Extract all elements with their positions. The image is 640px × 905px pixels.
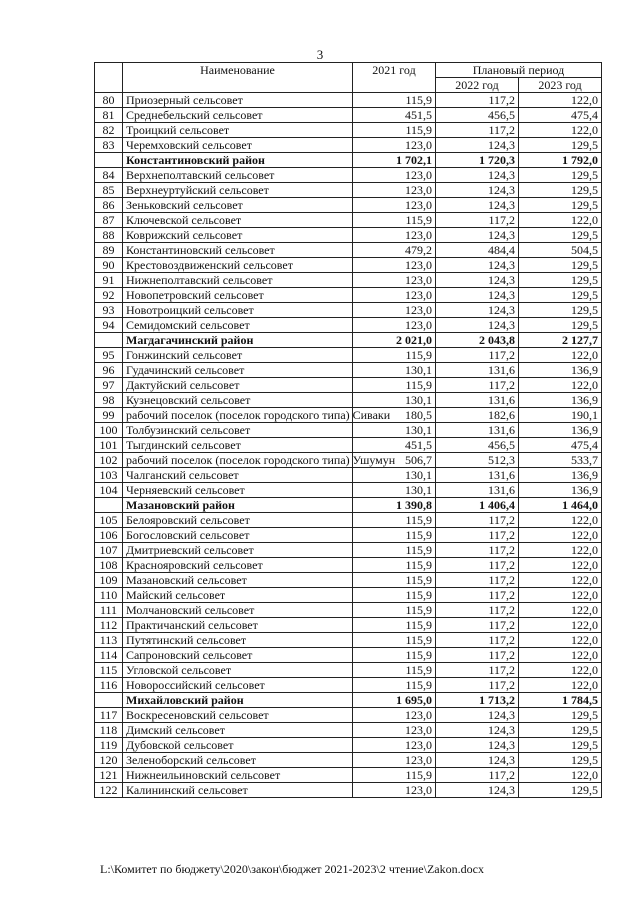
table-row (95, 543, 602, 558)
row-name: Троицкий сельсовет (123, 123, 353, 138)
value-2023: 122,0 (519, 588, 602, 603)
value-2022: 124,3 (436, 183, 519, 198)
row-number: 120 (95, 753, 123, 768)
value-2022: 131,6 (436, 363, 519, 378)
value-2022: 124,3 (436, 318, 519, 333)
value-2023: 129,5 (519, 303, 602, 318)
table-row (95, 528, 602, 543)
value-2023: 122,0 (519, 543, 602, 558)
value-2021: 115,9 (353, 528, 436, 543)
table-row (95, 348, 602, 363)
value-2022: 124,3 (436, 783, 519, 798)
row-number: 84 (95, 168, 123, 183)
value-2021: 115,9 (353, 123, 436, 138)
row-number: 103 (95, 468, 123, 483)
table-row (95, 198, 602, 213)
value-2023: 504,5 (519, 243, 602, 258)
page-number: 3 (316, 47, 324, 62)
row-number: 118 (95, 723, 123, 738)
row-number: 93 (95, 303, 123, 318)
budget-table (94, 62, 602, 798)
row-number: 85 (95, 183, 123, 198)
value-2021: 115,9 (353, 633, 436, 648)
value-2023: 136,9 (519, 393, 602, 408)
value-2023: 533,7 (519, 453, 602, 468)
row-number: 97 (95, 378, 123, 393)
row-name: Новопетровский сельсовет (123, 288, 353, 303)
row-name: рабочий поселок (поселок городского типа) Ушумун (123, 453, 353, 468)
value-2021: 115,9 (353, 663, 436, 678)
value-2022: 182,6 (436, 408, 519, 423)
row-name: Угловской сельсовет (123, 663, 353, 678)
table-row (95, 138, 602, 153)
row-name: Кузнецовский сельсовет (123, 393, 353, 408)
row-name: Калининский сельсовет (123, 783, 353, 798)
value-2022: 117,2 (436, 768, 519, 783)
value-2023: 1 784,5 (519, 693, 602, 708)
value-2023: 129,5 (519, 288, 602, 303)
value-2022: 1 720,3 (436, 153, 519, 168)
value-2022: 1 406,4 (436, 498, 519, 513)
row-name: Крестовоздвиженский сельсовет (123, 258, 353, 273)
row-name: Среднебельский сельсовет (123, 108, 353, 123)
row-name: Димский сельсовет (123, 723, 353, 738)
value-2022: 117,2 (436, 633, 519, 648)
value-2023: 122,0 (519, 213, 602, 228)
row-number: 113 (95, 633, 123, 648)
header-num-cell (95, 63, 123, 93)
row-name: Майский сельсовет (123, 588, 353, 603)
row-number: 92 (95, 288, 123, 303)
table-row (95, 783, 602, 798)
value-2021: 115,9 (353, 213, 436, 228)
value-2022: 124,3 (436, 258, 519, 273)
table-row (95, 648, 602, 663)
value-2021: 506,7 (353, 453, 436, 468)
value-2022: 512,3 (436, 453, 519, 468)
row-number: 82 (95, 123, 123, 138)
value-2023: 2 127,7 (519, 333, 602, 348)
row-number: 112 (95, 618, 123, 633)
table-row (95, 213, 602, 228)
value-2022: 117,2 (436, 618, 519, 633)
value-2021: 115,9 (353, 678, 436, 693)
value-2021: 123,0 (353, 708, 436, 723)
district-row (95, 153, 602, 168)
value-2021: 123,0 (353, 198, 436, 213)
value-2023: 136,9 (519, 423, 602, 438)
table-row (95, 228, 602, 243)
table-row (95, 513, 602, 528)
row-number: 115 (95, 663, 123, 678)
value-2021: 123,0 (353, 258, 436, 273)
row-number: 121 (95, 768, 123, 783)
value-2021: 115,9 (353, 543, 436, 558)
table-row (95, 183, 602, 198)
value-2023: 1 792,0 (519, 153, 602, 168)
table-row (95, 603, 602, 618)
value-2022: 124,3 (436, 288, 519, 303)
row-name: рабочий поселок (поселок городского типа) Сиваки (123, 408, 353, 423)
row-name: Зеньковский сельсовет (123, 198, 353, 213)
row-name: Воскресеновский сельсовет (123, 708, 353, 723)
row-name: Семидомский сельсовет (123, 318, 353, 333)
value-2021: 130,1 (353, 468, 436, 483)
value-2022: 117,2 (436, 663, 519, 678)
value-2023: 475,4 (519, 438, 602, 453)
district-row (95, 498, 602, 513)
value-2023: 475,4 (519, 108, 602, 123)
value-2022: 456,5 (436, 108, 519, 123)
table-row (95, 378, 602, 393)
value-2021: 451,5 (353, 438, 436, 453)
value-2023: 122,0 (519, 663, 602, 678)
value-2022: 117,2 (436, 588, 519, 603)
value-2022: 117,2 (436, 648, 519, 663)
table-row (95, 243, 602, 258)
row-name: Константиновский район (123, 153, 353, 168)
table-row (95, 438, 602, 453)
value-2023: 122,0 (519, 558, 602, 573)
value-2023: 136,9 (519, 363, 602, 378)
value-2022: 124,3 (436, 738, 519, 753)
row-name: Мазановский сельсовет (123, 573, 353, 588)
row-name: Тыгдинский сельсовет (123, 438, 353, 453)
row-number: 99 (95, 408, 123, 423)
row-name: Зеленоборский сельсовет (123, 753, 353, 768)
row-number: 114 (95, 648, 123, 663)
value-2021: 115,9 (353, 93, 436, 108)
table-row (95, 363, 602, 378)
row-name: Краснояровский сельсовет (123, 558, 353, 573)
value-2022: 124,3 (436, 198, 519, 213)
value-2021: 1 695,0 (353, 693, 436, 708)
value-2021: 123,0 (353, 723, 436, 738)
table-row (95, 588, 602, 603)
header-2021: 2021 год (353, 63, 436, 93)
row-name: Черняевский сельсовет (123, 483, 353, 498)
value-2023: 122,0 (519, 348, 602, 363)
header-2022: 2022 год (436, 78, 519, 93)
row-name: Чалганский сельсовет (123, 468, 353, 483)
row-name: Приозерный сельсовет (123, 93, 353, 108)
row-number: 102 (95, 453, 123, 468)
value-2021: 130,1 (353, 393, 436, 408)
row-number: 107 (95, 543, 123, 558)
value-2023: 1 464,0 (519, 498, 602, 513)
table-row (95, 273, 602, 288)
value-2022: 117,2 (436, 603, 519, 618)
row-number (95, 153, 123, 168)
row-name: Нижнеполтавский сельсовет (123, 273, 353, 288)
row-number: 96 (95, 363, 123, 378)
row-name: Магдагачинский район (123, 333, 353, 348)
value-2023: 122,0 (519, 513, 602, 528)
table-row (95, 258, 602, 273)
value-2021: 123,0 (353, 738, 436, 753)
value-2023: 129,5 (519, 168, 602, 183)
row-name: Мазановский район (123, 498, 353, 513)
table-row (95, 723, 602, 738)
row-number: 117 (95, 708, 123, 723)
value-2022: 2 043,8 (436, 333, 519, 348)
value-2022: 131,6 (436, 468, 519, 483)
row-number: 88 (95, 228, 123, 243)
value-2022: 117,2 (436, 348, 519, 363)
value-2021: 123,0 (353, 753, 436, 768)
row-name: Дубовской сельсовет (123, 738, 353, 753)
row-number: 83 (95, 138, 123, 153)
row-name: Гудачинский сельсовет (123, 363, 353, 378)
table-row (95, 633, 602, 648)
table-row (95, 318, 602, 333)
district-row (95, 693, 602, 708)
value-2022: 124,3 (436, 273, 519, 288)
row-name: Черемховский сельсовет (123, 138, 353, 153)
value-2023: 129,5 (519, 258, 602, 273)
table-row (95, 93, 602, 108)
row-number (95, 498, 123, 513)
row-name: Путятинский сельсовет (123, 633, 353, 648)
value-2022: 131,6 (436, 483, 519, 498)
row-number: 98 (95, 393, 123, 408)
value-2023: 129,5 (519, 753, 602, 768)
value-2022: 117,2 (436, 378, 519, 393)
row-number: 100 (95, 423, 123, 438)
table-row (95, 393, 602, 408)
value-2021: 130,1 (353, 423, 436, 438)
table-header (95, 63, 602, 93)
row-number: 110 (95, 588, 123, 603)
value-2021: 115,9 (353, 648, 436, 663)
table-body (95, 93, 602, 798)
value-2022: 117,2 (436, 528, 519, 543)
table-row (95, 108, 602, 123)
value-2021: 115,9 (353, 378, 436, 393)
value-2023: 122,0 (519, 123, 602, 138)
header-planned-period: Плановый период (436, 63, 602, 78)
row-number: 116 (95, 678, 123, 693)
value-2022: 124,3 (436, 228, 519, 243)
row-name: Новотроицкий сельсовет (123, 303, 353, 318)
value-2022: 117,2 (436, 558, 519, 573)
table-row (95, 288, 602, 303)
value-2023: 122,0 (519, 633, 602, 648)
value-2022: 117,2 (436, 93, 519, 108)
value-2023: 190,1 (519, 408, 602, 423)
value-2022: 117,2 (436, 543, 519, 558)
value-2022: 131,6 (436, 423, 519, 438)
value-2023: 129,5 (519, 708, 602, 723)
value-2023: 122,0 (519, 528, 602, 543)
value-2023: 129,5 (519, 228, 602, 243)
row-number: 90 (95, 258, 123, 273)
table-row (95, 738, 602, 753)
row-name: Верхнеполтавский сельсовет (123, 168, 353, 183)
row-number: 86 (95, 198, 123, 213)
value-2021: 123,0 (353, 138, 436, 153)
row-number: 105 (95, 513, 123, 528)
value-2022: 124,3 (436, 708, 519, 723)
value-2023: 129,5 (519, 138, 602, 153)
row-name: Коврижский сельсовет (123, 228, 353, 243)
value-2022: 456,5 (436, 438, 519, 453)
value-2023: 129,5 (519, 183, 602, 198)
value-2023: 129,5 (519, 198, 602, 213)
value-2023: 122,0 (519, 378, 602, 393)
value-2022: 124,3 (436, 168, 519, 183)
value-2023: 129,5 (519, 783, 602, 798)
table-row (95, 123, 602, 138)
row-name: Толбузинский сельсовет (123, 423, 353, 438)
value-2023: 136,9 (519, 468, 602, 483)
row-number: 94 (95, 318, 123, 333)
value-2021: 130,1 (353, 363, 436, 378)
value-2022: 117,2 (436, 678, 519, 693)
row-name: Ключевской сельсовет (123, 213, 353, 228)
row-name: Белояровский сельсовет (123, 513, 353, 528)
table-row (95, 768, 602, 783)
row-name: Дмитриевский сельсовет (123, 543, 353, 558)
value-2023: 129,5 (519, 723, 602, 738)
value-2023: 129,5 (519, 738, 602, 753)
row-number: 80 (95, 93, 123, 108)
value-2021: 1 390,8 (353, 498, 436, 513)
table-row (95, 558, 602, 573)
row-number: 108 (95, 558, 123, 573)
table-row (95, 408, 602, 423)
row-number: 109 (95, 573, 123, 588)
value-2023: 122,0 (519, 603, 602, 618)
row-name: Верхнеуртуйский сельсовет (123, 183, 353, 198)
table-row (95, 618, 602, 633)
value-2022: 117,2 (436, 213, 519, 228)
row-number: 111 (95, 603, 123, 618)
table-row (95, 468, 602, 483)
value-2023: 136,9 (519, 483, 602, 498)
row-number: 95 (95, 348, 123, 363)
value-2022: 131,6 (436, 393, 519, 408)
row-number (95, 333, 123, 348)
header-name: Наименование (123, 63, 353, 93)
table-row (95, 168, 602, 183)
table-row (95, 663, 602, 678)
value-2021: 115,9 (353, 558, 436, 573)
row-number (95, 693, 123, 708)
value-2021: 123,0 (353, 318, 436, 333)
row-name: Новороссийский сельсовет (123, 678, 353, 693)
value-2023: 122,0 (519, 573, 602, 588)
value-2022: 124,3 (436, 753, 519, 768)
value-2021: 115,9 (353, 588, 436, 603)
table-row (95, 573, 602, 588)
value-2022: 484,4 (436, 243, 519, 258)
value-2022: 1 713,2 (436, 693, 519, 708)
value-2021: 479,2 (353, 243, 436, 258)
row-number: 89 (95, 243, 123, 258)
row-number: 101 (95, 438, 123, 453)
row-number: 81 (95, 108, 123, 123)
table-row (95, 483, 602, 498)
value-2021: 115,9 (353, 348, 436, 363)
value-2023: 122,0 (519, 648, 602, 663)
value-2021: 115,9 (353, 603, 436, 618)
value-2021: 130,1 (353, 483, 436, 498)
value-2021: 123,0 (353, 228, 436, 243)
row-name: Дактуйский сельсовет (123, 378, 353, 393)
value-2022: 124,3 (436, 723, 519, 738)
value-2022: 117,2 (436, 123, 519, 138)
value-2021: 1 702,1 (353, 153, 436, 168)
district-row (95, 333, 602, 348)
value-2023: 129,5 (519, 318, 602, 333)
value-2021: 451,5 (353, 108, 436, 123)
footer-file-path: L:\Комитет по бюджету\2020\закон\бюджет 2021-2023\2 чтение\Zakon.docx (100, 862, 484, 876)
value-2023: 122,0 (519, 678, 602, 693)
row-name: Практичанский сельсовет (123, 618, 353, 633)
row-name: Константиновский сельсовет (123, 243, 353, 258)
value-2023: 122,0 (519, 618, 602, 633)
value-2023: 122,0 (519, 768, 602, 783)
value-2021: 2 021,0 (353, 333, 436, 348)
header-2023: 2023 год (519, 78, 602, 93)
value-2021: 123,0 (353, 183, 436, 198)
value-2021: 180,5 (353, 408, 436, 423)
value-2021: 115,9 (353, 573, 436, 588)
table-row (95, 303, 602, 318)
value-2021: 123,0 (353, 783, 436, 798)
value-2021: 115,9 (353, 618, 436, 633)
table-row (95, 753, 602, 768)
row-name: Сапроновский сельсовет (123, 648, 353, 663)
value-2023: 129,5 (519, 273, 602, 288)
table-row (95, 453, 602, 468)
row-number: 119 (95, 738, 123, 753)
row-name: Михайловский район (123, 693, 353, 708)
row-number: 122 (95, 783, 123, 798)
value-2022: 117,2 (436, 513, 519, 528)
value-2021: 115,9 (353, 768, 436, 783)
value-2023: 122,0 (519, 93, 602, 108)
value-2021: 123,0 (353, 168, 436, 183)
value-2021: 123,0 (353, 288, 436, 303)
row-name: Молчановский сельсовет (123, 603, 353, 618)
table-row (95, 678, 602, 693)
value-2022: 124,3 (436, 303, 519, 318)
value-2022: 124,3 (436, 138, 519, 153)
value-2021: 123,0 (353, 303, 436, 318)
value-2021: 123,0 (353, 273, 436, 288)
row-number: 87 (95, 213, 123, 228)
row-name: Гонжинский сельсовет (123, 348, 353, 363)
table-row (95, 423, 602, 438)
value-2022: 117,2 (436, 573, 519, 588)
row-number: 104 (95, 483, 123, 498)
row-name: Нижнеильиновский сельсовет (123, 768, 353, 783)
row-number: 91 (95, 273, 123, 288)
table-row (95, 708, 602, 723)
row-name: Богословский сельсовет (123, 528, 353, 543)
value-2021: 115,9 (353, 513, 436, 528)
row-number: 106 (95, 528, 123, 543)
